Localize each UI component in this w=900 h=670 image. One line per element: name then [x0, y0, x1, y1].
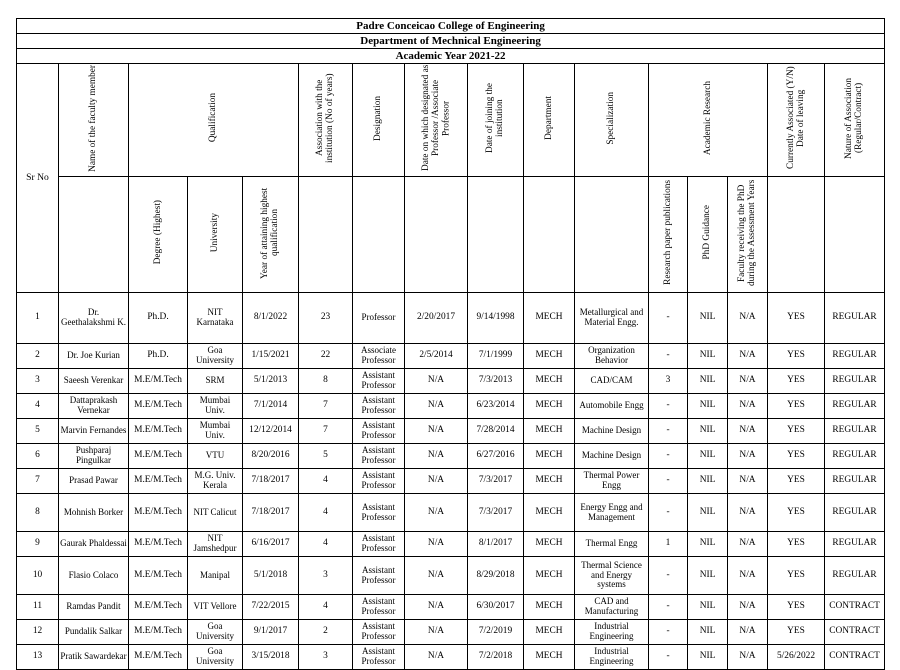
faculty-name-cell: Pundalik Salkar [59, 620, 129, 645]
research-papers-cell: 1 [649, 532, 688, 557]
faculty-phd-cell: N/A [728, 344, 768, 369]
sr-no-cell: 7 [17, 469, 59, 494]
association-years-cell: 4 [299, 595, 353, 620]
faculty-table [16, 18, 885, 670]
table-row [17, 394, 885, 419]
table-row [17, 444, 885, 469]
specialization-cell: Thermal Science and Energy systems [575, 557, 649, 595]
sr-no-cell: 9 [17, 532, 59, 557]
association-years-cell: 3 [299, 645, 353, 670]
specialization-cell: Industrial Engineering [575, 620, 649, 645]
phd-guidance-cell: NIL [688, 645, 728, 670]
header-research-papers: Research paper publications [649, 176, 688, 293]
department-cell: MECH [524, 532, 575, 557]
date-joining-cell: 6/30/2017 [468, 595, 524, 620]
header-empty [468, 176, 524, 293]
header-empty [299, 176, 353, 293]
university-cell: Goa University [188, 344, 243, 369]
date-designated-cell: N/A [405, 645, 468, 670]
research-papers-cell: - [649, 344, 688, 369]
degree-cell: M.E/M.Tech [129, 469, 188, 494]
sr-no-cell: 11 [17, 595, 59, 620]
table-row [17, 293, 885, 344]
table-row [17, 344, 885, 369]
header-sr-no: Sr No [17, 64, 59, 293]
header-nature: Nature of Association (Regular/Contract) [825, 64, 885, 177]
university-cell: M.G. Univ. Kerala [188, 469, 243, 494]
header-empty [524, 176, 575, 293]
department-title: Department of Mechnical Engineering [17, 34, 885, 49]
table-row [17, 369, 885, 394]
degree-cell: M.E/M.Tech [129, 444, 188, 469]
research-papers-cell: - [649, 557, 688, 595]
date-designated-cell: N/A [405, 419, 468, 444]
nature-of-association-cell: CONTRACT [825, 595, 885, 620]
association-years-cell: 4 [299, 532, 353, 557]
sr-no-cell: 5 [17, 419, 59, 444]
nature-of-association-cell: REGULAR [825, 557, 885, 595]
department-cell: MECH [524, 620, 575, 645]
date-designated-cell: N/A [405, 369, 468, 394]
research-papers-cell: - [649, 444, 688, 469]
date-designated-cell: N/A [405, 620, 468, 645]
research-papers-cell: - [649, 469, 688, 494]
header-academic-research: Academic Research [649, 64, 768, 177]
degree-cell: M.E/M.Tech [129, 645, 188, 670]
date-designated-cell: N/A [405, 557, 468, 595]
research-papers-cell: - [649, 394, 688, 419]
date-joining-cell: 8/1/2017 [468, 532, 524, 557]
university-cell: NIT Karnataka [188, 293, 243, 344]
faculty-phd-cell: N/A [728, 419, 768, 444]
year-attaining-cell: 7/22/2015 [243, 595, 299, 620]
phd-guidance-cell: NIL [688, 419, 728, 444]
date-designated-cell: 2/20/2017 [405, 293, 468, 344]
table-row [17, 595, 885, 620]
phd-guidance-cell: NIL [688, 532, 728, 557]
faculty-phd-cell: N/A [728, 557, 768, 595]
phd-guidance-cell: NIL [688, 595, 728, 620]
department-cell: MECH [524, 419, 575, 444]
college-title: Padre Conceicao College of Engineering [17, 19, 885, 34]
date-joining-cell: 7/2/2019 [468, 620, 524, 645]
university-cell: Goa University [188, 620, 243, 645]
currently-associated-cell: YES [768, 444, 825, 469]
phd-guidance-cell: NIL [688, 369, 728, 394]
currently-associated-cell: YES [768, 419, 825, 444]
header-empty [353, 176, 405, 293]
university-cell: SRM [188, 369, 243, 394]
header-empty [825, 176, 885, 293]
date-joining-cell: 9/14/1998 [468, 293, 524, 344]
association-years-cell: 7 [299, 419, 353, 444]
header-date-designated: Date on which designated as Professor /Associate Professor [405, 64, 468, 177]
sr-no-cell: 6 [17, 444, 59, 469]
year-attaining-cell: 5/1/2013 [243, 369, 299, 394]
research-papers-cell: - [649, 620, 688, 645]
department-cell: MECH [524, 469, 575, 494]
department-cell: MECH [524, 444, 575, 469]
association-years-cell: 8 [299, 369, 353, 394]
university-cell: VIT Vellore [188, 595, 243, 620]
year-attaining-cell: 5/1/2018 [243, 557, 299, 595]
header-qualification: Qualification [129, 64, 299, 177]
header-year-attaining: Year of attaining highest qualification [243, 176, 299, 293]
university-cell: Manipal [188, 557, 243, 595]
sr-no-cell: 10 [17, 557, 59, 595]
designation-cell: Assistant Professor [353, 645, 405, 670]
degree-cell: M.E/M.Tech [129, 419, 188, 444]
table-row [17, 419, 885, 444]
specialization-cell: Energy Engg and Management [575, 494, 649, 532]
university-cell: NIT Jamshedpur [188, 532, 243, 557]
faculty-phd-cell: N/A [728, 444, 768, 469]
research-papers-cell: - [649, 293, 688, 344]
header-empty [575, 176, 649, 293]
phd-guidance-cell: NIL [688, 344, 728, 369]
nature-of-association-cell: REGULAR [825, 293, 885, 344]
nature-of-association-cell: REGULAR [825, 344, 885, 369]
nature-of-association-cell: REGULAR [825, 532, 885, 557]
date-designated-cell: N/A [405, 394, 468, 419]
specialization-cell: Industrial Engineering [575, 645, 649, 670]
year-attaining-cell: 8/20/2016 [243, 444, 299, 469]
designation-cell: Assistant Professor [353, 469, 405, 494]
nature-of-association-cell: REGULAR [825, 394, 885, 419]
date-joining-cell: 7/3/2017 [468, 469, 524, 494]
year-attaining-cell: 12/12/2014 [243, 419, 299, 444]
department-cell: MECH [524, 595, 575, 620]
department-cell: MECH [524, 494, 575, 532]
sr-no-cell: 12 [17, 620, 59, 645]
date-designated-cell: N/A [405, 494, 468, 532]
currently-associated-cell: 5/26/2022 [768, 645, 825, 670]
university-cell: Mumbai Univ. [188, 394, 243, 419]
research-papers-cell: - [649, 645, 688, 670]
faculty-phd-cell: N/A [728, 645, 768, 670]
association-years-cell: 4 [299, 469, 353, 494]
header-department: Department [524, 64, 575, 177]
currently-associated-cell: YES [768, 532, 825, 557]
university-cell: NIT Calicut [188, 494, 243, 532]
specialization-cell: Thermal Power Engg [575, 469, 649, 494]
university-cell: Mumbai Univ. [188, 419, 243, 444]
faculty-name-cell: Pushparaj Pingulkar [59, 444, 129, 469]
faculty-phd-cell: N/A [728, 469, 768, 494]
specialization-cell: Metallurgical and Material Engg. [575, 293, 649, 344]
year-attaining-cell: 3/15/2018 [243, 645, 299, 670]
currently-associated-cell: YES [768, 469, 825, 494]
currently-associated-cell: YES [768, 557, 825, 595]
nature-of-association-cell: CONTRACT [825, 620, 885, 645]
department-cell: MECH [524, 645, 575, 670]
faculty-phd-cell: N/A [728, 369, 768, 394]
currently-associated-cell: YES [768, 344, 825, 369]
designation-cell: Professor [353, 293, 405, 344]
header-designation: Designation [353, 64, 405, 177]
designation-cell: Assistant Professor [353, 557, 405, 595]
currently-associated-cell: YES [768, 620, 825, 645]
year-attaining-cell: 1/15/2021 [243, 344, 299, 369]
designation-cell: Assistant Professor [353, 444, 405, 469]
currently-associated-cell: YES [768, 595, 825, 620]
phd-guidance-cell: NIL [688, 557, 728, 595]
table-body [17, 293, 885, 670]
date-joining-cell: 7/2/2018 [468, 645, 524, 670]
phd-guidance-cell: NIL [688, 469, 728, 494]
currently-associated-cell: YES [768, 293, 825, 344]
faculty-phd-cell: N/A [728, 293, 768, 344]
faculty-phd-cell: N/A [728, 394, 768, 419]
designation-cell: Assistant Professor [353, 620, 405, 645]
date-joining-cell: 6/23/2014 [468, 394, 524, 419]
phd-guidance-cell: NIL [688, 444, 728, 469]
research-papers-cell: - [649, 595, 688, 620]
faculty-name-cell: Ramdas Pandit [59, 595, 129, 620]
header-empty [405, 176, 468, 293]
nature-of-association-cell: REGULAR [825, 419, 885, 444]
header-name: Name of the faculty member [59, 64, 129, 177]
nature-of-association-cell: REGULAR [825, 469, 885, 494]
university-cell: Goa University [188, 645, 243, 670]
year-attaining-cell: 7/1/2014 [243, 394, 299, 419]
specialization-cell: CAD/CAM [575, 369, 649, 394]
table-row [17, 557, 885, 595]
research-papers-cell: 3 [649, 369, 688, 394]
designation-cell: Assistant Professor [353, 419, 405, 444]
faculty-name-cell: Flasio Colaco [59, 557, 129, 595]
sr-no-cell: 4 [17, 394, 59, 419]
date-designated-cell: N/A [405, 595, 468, 620]
nature-of-association-cell: CONTRACT [825, 645, 885, 670]
department-cell: MECH [524, 394, 575, 419]
phd-guidance-cell: NIL [688, 394, 728, 419]
specialization-cell: Machine Design [575, 444, 649, 469]
specialization-cell: Thermal Engg [575, 532, 649, 557]
degree-cell: M.E/M.Tech [129, 369, 188, 394]
sr-no-cell: 1 [17, 293, 59, 344]
department-cell: MECH [524, 344, 575, 369]
header-association: Association with the institution (No of years) [299, 64, 353, 177]
faculty-phd-cell: N/A [728, 494, 768, 532]
nature-of-association-cell: REGULAR [825, 369, 885, 394]
header-phd-guidance: PhD Guidance [688, 176, 728, 293]
nature-of-association-cell: REGULAR [825, 494, 885, 532]
association-years-cell: 4 [299, 494, 353, 532]
designation-cell: Assistant Professor [353, 595, 405, 620]
year-attaining-cell: 7/18/2017 [243, 469, 299, 494]
date-joining-cell: 7/1/1999 [468, 344, 524, 369]
sr-no-cell: 2 [17, 344, 59, 369]
sr-no-cell: 13 [17, 645, 59, 670]
nature-of-association-cell: REGULAR [825, 444, 885, 469]
degree-cell: Ph.D. [129, 293, 188, 344]
header-university: University [188, 176, 243, 293]
header-degree: Degree (Highest) [129, 176, 188, 293]
header-date-joining: Date of joining the institution [468, 64, 524, 177]
date-joining-cell: 7/28/2014 [468, 419, 524, 444]
date-joining-cell: 6/27/2016 [468, 444, 524, 469]
faculty-phd-cell: N/A [728, 595, 768, 620]
header-empty [59, 176, 129, 293]
department-cell: MECH [524, 557, 575, 595]
association-years-cell: 7 [299, 394, 353, 419]
faculty-name-cell: Gaurak Phaldessai [59, 532, 129, 557]
year-attaining-cell: 8/1/2022 [243, 293, 299, 344]
date-joining-cell: 8/29/2018 [468, 557, 524, 595]
specialization-cell: Machine Design [575, 419, 649, 444]
header-empty [768, 176, 825, 293]
degree-cell: M.E/M.Tech [129, 494, 188, 532]
faculty-name-cell: Prasad Pawar [59, 469, 129, 494]
association-years-cell: 23 [299, 293, 353, 344]
date-joining-cell: 7/3/2013 [468, 369, 524, 394]
table-row [17, 645, 885, 670]
university-cell: VTU [188, 444, 243, 469]
phd-guidance-cell: NIL [688, 293, 728, 344]
table-row [17, 469, 885, 494]
degree-cell: M.E/M.Tech [129, 532, 188, 557]
degree-cell: M.E/M.Tech [129, 394, 188, 419]
faculty-name-cell: Pratik Sawardekar [59, 645, 129, 670]
date-designated-cell: N/A [405, 532, 468, 557]
association-years-cell: 22 [299, 344, 353, 369]
table-row [17, 494, 885, 532]
date-designated-cell: 2/5/2014 [405, 344, 468, 369]
faculty-name-cell: Dr. Geethalakshmi K. [59, 293, 129, 344]
degree-cell: M.E/M.Tech [129, 595, 188, 620]
currently-associated-cell: YES [768, 369, 825, 394]
association-years-cell: 2 [299, 620, 353, 645]
research-papers-cell: - [649, 494, 688, 532]
faculty-name-cell: Saeesh Verenkar [59, 369, 129, 394]
faculty-name-cell: Marvin Fernandes [59, 419, 129, 444]
specialization-cell: CAD and Manufacturing [575, 595, 649, 620]
table-row [17, 532, 885, 557]
specialization-cell: Organization Behavior [575, 344, 649, 369]
header-currently-associated: Currently Associated (Y/N) Date of leaving [768, 64, 825, 177]
designation-cell: Assistant Professor [353, 494, 405, 532]
date-joining-cell: 7/3/2017 [468, 494, 524, 532]
year-attaining-cell: 9/1/2017 [243, 620, 299, 645]
faculty-name-cell: Dr. Joe Kurian [59, 344, 129, 369]
faculty-name-cell: Mohnish Borker [59, 494, 129, 532]
currently-associated-cell: YES [768, 394, 825, 419]
association-years-cell: 5 [299, 444, 353, 469]
currently-associated-cell: YES [768, 494, 825, 532]
department-cell: MECH [524, 293, 575, 344]
date-designated-cell: N/A [405, 444, 468, 469]
faculty-name-cell: Dattaprakash Vernekar [59, 394, 129, 419]
designation-cell: Associate Professor [353, 344, 405, 369]
header-faculty-phd: Faculty receiving the PhD during the Assessment Years [728, 176, 768, 293]
degree-cell: M.E/M.Tech [129, 557, 188, 595]
sr-no-cell: 8 [17, 494, 59, 532]
association-years-cell: 3 [299, 557, 353, 595]
designation-cell: Assistant Professor [353, 532, 405, 557]
phd-guidance-cell: NIL [688, 494, 728, 532]
research-papers-cell: - [649, 419, 688, 444]
sr-no-cell: 3 [17, 369, 59, 394]
year-attaining-cell: 7/18/2017 [243, 494, 299, 532]
faculty-phd-cell: N/A [728, 620, 768, 645]
year-attaining-cell: 6/16/2017 [243, 532, 299, 557]
degree-cell: M.E/M.Tech [129, 620, 188, 645]
degree-cell: Ph.D. [129, 344, 188, 369]
date-designated-cell: N/A [405, 469, 468, 494]
phd-guidance-cell: NIL [688, 620, 728, 645]
department-cell: MECH [524, 369, 575, 394]
header-specialization: Specialization [575, 64, 649, 177]
table-row [17, 620, 885, 645]
academic-year-title: Academic Year 2021-22 [17, 49, 885, 64]
designation-cell: Assistant Professor [353, 394, 405, 419]
specialization-cell: Automobile Engg [575, 394, 649, 419]
faculty-phd-cell: N/A [728, 532, 768, 557]
designation-cell: Assistant Professor [353, 369, 405, 394]
